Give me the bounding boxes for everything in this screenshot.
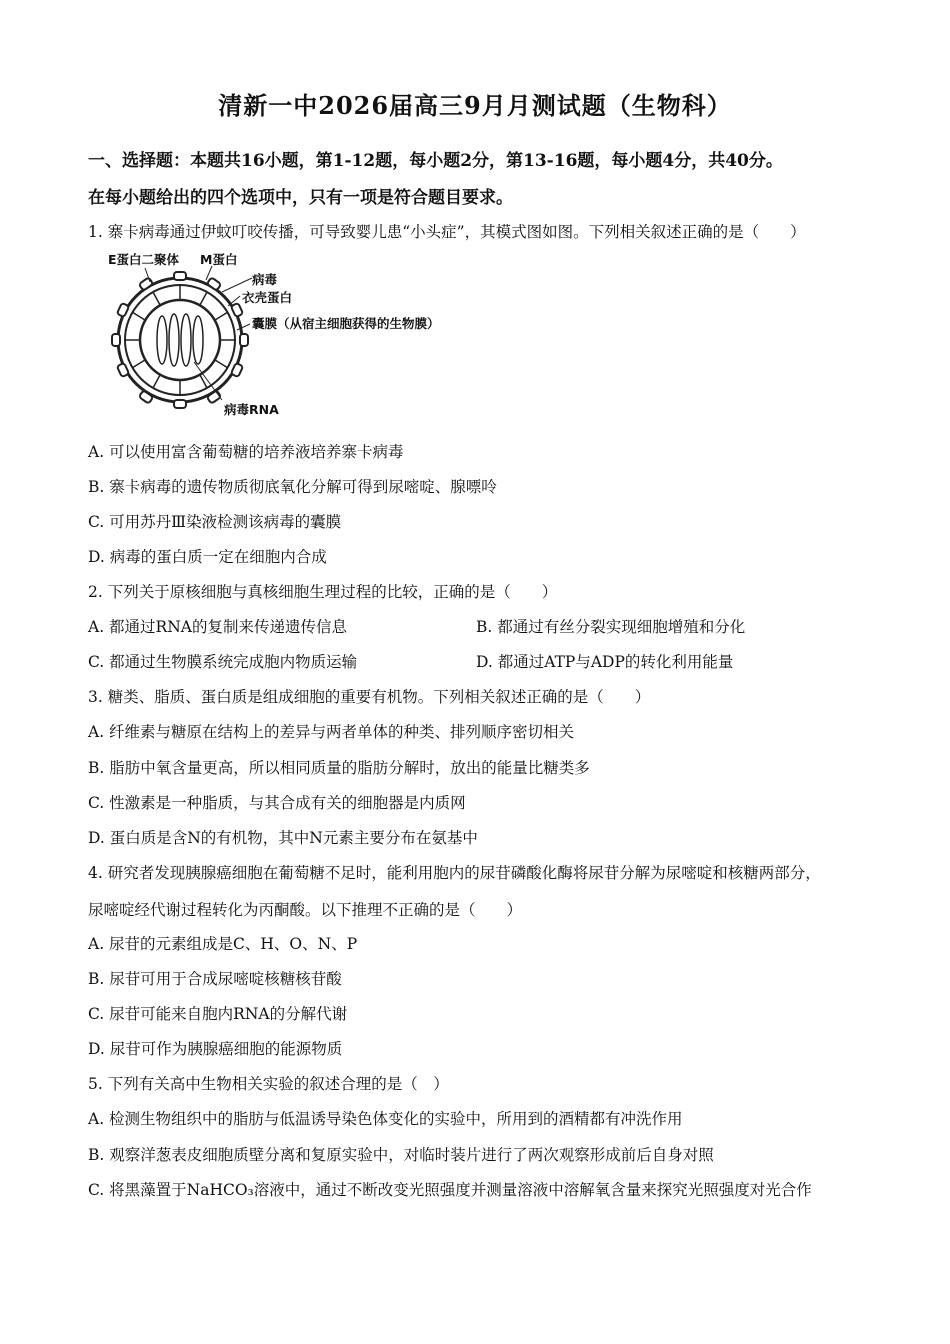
q1-stem: 1. 寨卡病毒通过伊蚊叮咬传播，可导致婴儿患“小头症”，其模式图如图。下列相关叙述正确的是（ ） bbox=[88, 223, 806, 241]
q1-option-c: C. 可用苏丹Ⅲ染液检测该病毒的囊膜 bbox=[88, 513, 342, 531]
section-heading-line-2: 在每小题给出的四个选项中，只有一项是符合题目要求。 bbox=[88, 188, 513, 208]
q3-stem: 3. 糖类、脂质、蛋白质是组成细胞的重要有机物。下列相关叙述正确的是（ ） bbox=[88, 688, 651, 706]
page-title: 清新一中2026届高三9月月测试题（生物科） bbox=[218, 91, 732, 120]
q2-stem: 2. 下列关于原核细胞与真核细胞生理过程的比较，正确的是（ ） bbox=[88, 583, 558, 601]
q4-stem-line-1: 4. 研究者发现胰腺癌细胞在葡萄糖不足时，能利用胞内的尿苷磷酸化酶将尿苷分解为尿嘧啶和核糖两部分， bbox=[88, 864, 821, 882]
q2-option-c: C. 都通过生物膜系统完成胞内物质运输 bbox=[88, 653, 358, 671]
q2-option-b: B. 都通过有丝分裂实现细胞增殖和分化 bbox=[476, 618, 746, 636]
section-heading-line-1: 一、选择题：本题共16小题，第1-12题，每小题2分，第13-16题，每小题4分，共40分。 bbox=[88, 151, 783, 171]
q4-option-a: A. 尿苷的元素组成是C、H、O、N、P bbox=[88, 935, 358, 953]
q2-option-d: D. 都通过ATP与ADP的转化利用能量 bbox=[476, 653, 734, 671]
q1-option-a: A. 可以使用富含葡萄糖的培养液培养寨卡病毒 bbox=[88, 443, 404, 461]
zika-virus-diagram bbox=[100, 250, 480, 425]
label-viral-rna: 病毒RNA bbox=[224, 402, 279, 417]
q4-option-c: C. 尿苷可能来自胞内RNA的分解代谢 bbox=[88, 1005, 348, 1023]
envelope-protein-spikes bbox=[112, 266, 252, 408]
label-e-protein-dimer: E蛋白二聚体 bbox=[108, 252, 180, 267]
q5-option-b: B. 观察洋葱表皮细胞质壁分离和复原实验中，对临时装片进行了两次观察形成前后自身对照 bbox=[88, 1146, 714, 1164]
q3-option-d: D. 蛋白质是含N的有机物，其中N元素主要分布在氨基中 bbox=[88, 829, 478, 847]
label-envelope: 囊膜（从宿主细胞获得的生物膜） bbox=[252, 316, 440, 331]
q4-option-d: D. 尿苷可作为胰腺癌细胞的能源物质 bbox=[88, 1040, 343, 1058]
q3-option-c: C. 性激素是一种脂质，与其合成有关的细胞器是内质网 bbox=[88, 794, 466, 812]
q3-option-b: B. 脂肪中氧含量更高，所以相同质量的脂肪分解时，放出的能量比糖类多 bbox=[88, 759, 590, 777]
q1-option-b: B. 寨卡病毒的遗传物质彻底氧化分解可得到尿嘧啶、腺嘌呤 bbox=[88, 478, 497, 496]
q1-option-d: D. 病毒的蛋白质一定在细胞内合成 bbox=[88, 548, 327, 566]
q5-option-c: C. 将黑藻置于NaHCO₃溶液中，通过不断改变光照强度并测量溶液中溶解氧含量来探究光照强度对光合作 bbox=[88, 1181, 812, 1199]
q5-option-a: A. 检测生物组织中的脂肪与低温诱导染色体变化的实验中，所用到的酒精都有冲洗作用 bbox=[88, 1110, 683, 1128]
q5-stem: 5. 下列有关高中生物相关实验的叙述合理的是（ ） bbox=[88, 1075, 449, 1093]
q2-option-a: A. 都通过RNA的复制来传递遗传信息 bbox=[88, 618, 347, 636]
label-virus: 病毒 bbox=[252, 272, 278, 287]
label-capsid-protein: 衣壳蛋白 bbox=[242, 290, 293, 305]
q4-stem-line-2: 尿嘧啶经代谢过程转化为丙酮酸。以下推理不正确的是（ ） bbox=[88, 901, 523, 919]
label-m-protein: M蛋白 bbox=[200, 252, 238, 267]
q3-option-a: A. 纤维素与糖原在结构上的差异与两者单体的种类、排列顺序密切相关 bbox=[88, 723, 575, 741]
q4-option-b: B. 尿苷可用于合成尿嘧啶核糖核苷酸 bbox=[88, 970, 342, 988]
